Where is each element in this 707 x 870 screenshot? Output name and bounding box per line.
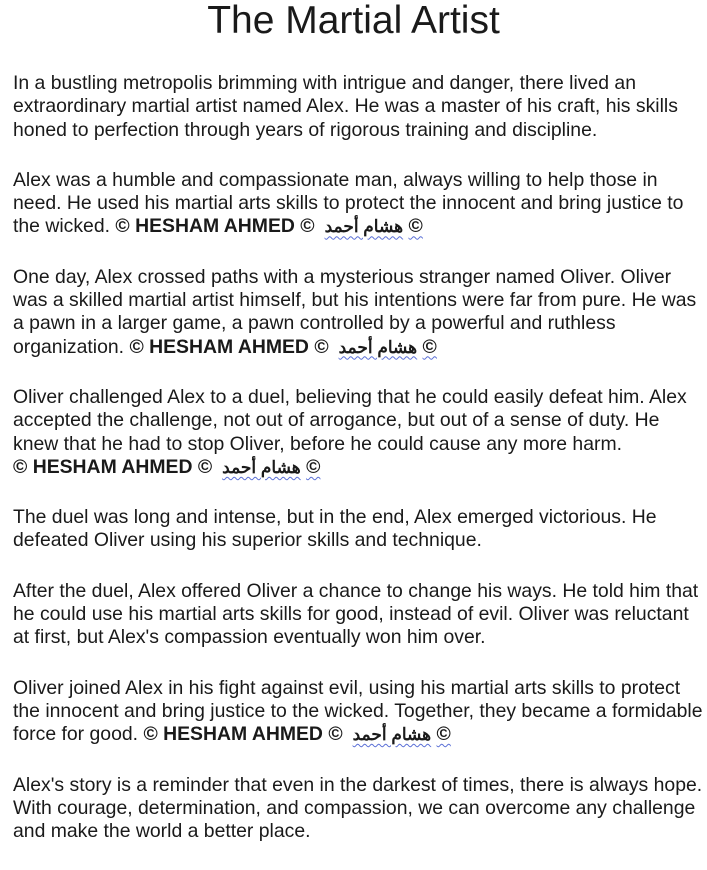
- copyright-symbol: ©: [300, 215, 315, 238]
- watermark: [143, 723, 450, 745]
- copyright-symbol: ©: [306, 455, 321, 478]
- copyright-symbol: ©: [129, 335, 144, 358]
- paragraph-6: [13, 580, 705, 650]
- copyright-symbol: ©: [143, 723, 158, 746]
- copyright-symbol: ©: [115, 215, 130, 238]
- paragraph-text: Alex was a humble and compassionate man, always willing to help those in need. He used his martial arts skills to protect the innocent and bring justice to the wicked.: [13, 168, 684, 238]
- paragraph-text: In a bustling metropolis brimming with intrigue and danger, there lived an extraordinary martial artist named Alex. He was a master of his craft, his skills honed to perfection through years of rigorous training and discipline.: [13, 72, 678, 141]
- copyright-symbol: ©: [13, 455, 28, 478]
- watermark: [129, 336, 436, 358]
- copyright-symbol: ©: [314, 335, 329, 358]
- paragraph-2: [13, 169, 705, 239]
- paragraph-text: After the duel, Alex offered Oliver a chance to change his ways. He told him that he could use his martial arts skills for good, instead of evil. Oliver was reluctant at first, but Alex's compassion eventually won him over.: [13, 579, 699, 649]
- paragraph-1: [13, 72, 705, 142]
- copyright-symbol: ©: [328, 723, 343, 746]
- copyright-symbol: ©: [408, 215, 423, 238]
- paragraph-text: Oliver challenged Alex to a duel, believing that he could easily defeat him. Alex accepted the challenge, not out of arrogance, but out of a sense of duty. He knew that he had to stop Oliver, before he could cause any more harm.: [13, 385, 687, 455]
- paragraph-text: One day, Alex crossed paths with a mysterious stranger named Oliver. Oliver was a skilled martial artist himself, but his intentions were far from pure. He was a pawn in a larger game, a pawn controlled by a powerful and ruthless organization.: [13, 265, 697, 358]
- watermark-latin: HESHAM AHMED: [32, 455, 193, 478]
- document-title: The Martial Artist: [207, 0, 500, 42]
- paragraph-text: Alex's story is a reminder that even in the darkest of times, there is always hope. With courage, determination, and compassion, we can overcome any challenge and make the world a better place.: [13, 773, 703, 843]
- watermark: [13, 456, 320, 478]
- paragraph-8: [13, 774, 705, 844]
- copyright-symbol: ©: [197, 455, 213, 478]
- watermark: [115, 215, 422, 237]
- paragraph-4: [13, 386, 705, 479]
- watermark-arabic: هشام أحمد: [324, 217, 404, 237]
- paragraph-5: [13, 506, 705, 553]
- watermark-arabic: هشام أحمد: [352, 725, 432, 745]
- document-body: [13, 72, 705, 870]
- watermark-arabic: هشام أحمد: [338, 337, 418, 357]
- watermark-latin: HESHAM AHMED: [163, 723, 323, 746]
- paragraph-text: Oliver joined Alex in his fight against evil, using his martial arts skills to protect the innocent and bring justice to the wicked. Together, they became a formidable force for good.: [13, 676, 703, 746]
- paragraph-3: [13, 266, 705, 359]
- watermark-latin: HESHAM AHMED: [149, 335, 309, 358]
- watermark-arabic: هشام أحمد: [222, 457, 301, 477]
- watermark-latin: HESHAM AHMED: [135, 215, 295, 238]
- paragraph-7: [13, 677, 705, 747]
- copyright-symbol: ©: [422, 335, 437, 358]
- paragraph-text: The duel was long and intense, but in the end, Alex emerged victorious. He defeated Oliver using his superior skills and technique.: [13, 506, 657, 552]
- copyright-symbol: ©: [436, 723, 451, 746]
